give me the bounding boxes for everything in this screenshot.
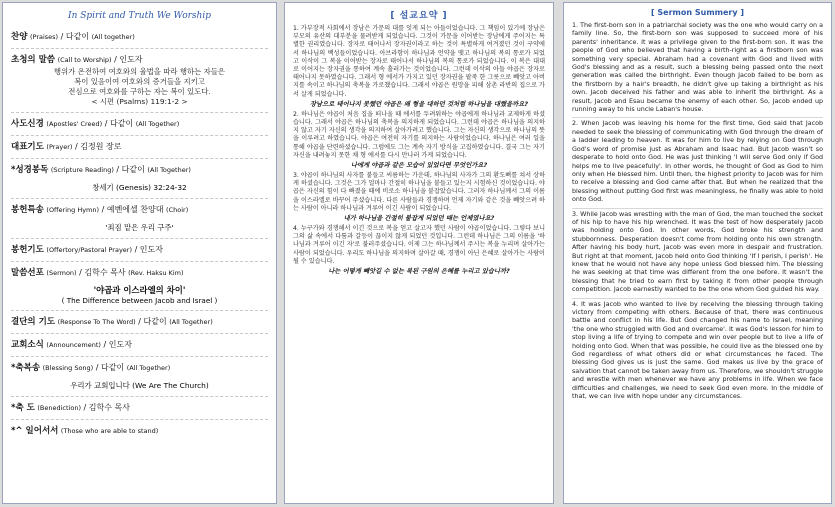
hymn-title: '죄짐 맡은 우리 구주'	[105, 223, 174, 232]
worship-title: In Spirit and Truth We Worship	[68, 11, 211, 21]
summary-para-4: 4. 누구가와 경쟁해서 이긴 것으로 복을 얻고 살고자 했던 사람이 야곱이었습니다. 그렇다 보니 그의 삶 속에서 다툼과 갈등이 끊이지 않게 되었던 것입니다. 그런데 하나님은 그의 이름을 '하나님과 겨루어 이긴 자'로 불러주셨습니다. 이제 그는 하나님께서 주시는 복을 누리며 살아가는 사람이 되었습니다. 우리도 하나님을 의지하며 살아갈 때, 경쟁이 아닌 은혜로 살아가는 사람이 될 수 있습니다.	[293, 225, 545, 265]
call-reference: < 시편 (Psalms) 119:1-2 >	[91, 97, 188, 106]
order-of-worship-panel	[2, 2, 277, 504]
english-para-1: 1. The first-born son in a patriarchal society was the one who would carry on a family line. So, the first-born son was supposed to succeed more of his parents' inheritance. It was a privilege given to the first-born son. It was the people of God who believed that having a birth-right as a firstborn son was something very special. Abraham had a covenant with God and lived with God's blessing and as a result, such a blessing being passed onto the next generation was called the birthright. Even though Jacob failed to be born as the firstborn by a hair's breadth, he didn't give up taking a birthright as his own. Jacob deceived his father and was able to inherit the birthright. As a result, Jacob and Esau became the enemy of each other. So, Jacob ended up running away to his uncle Laban's house.	[572, 22, 823, 114]
item-prayer: 대표기도 (Prayer) / 김정원 장로	[11, 142, 122, 152]
item-stand-note: *^ 일어서서 (Those who are able to stand)	[11, 426, 159, 436]
question-3: 내가 하나님을 간절히 붙잡게 되었던 때는 언제였나요?	[343, 215, 495, 223]
divider	[11, 356, 268, 357]
item-offering-hymn: 봉헌특송 (Offering Hymn) / 예벤에셀 찬양대 (Choir)	[11, 205, 189, 215]
item-sermon: 말씀선포 (Sermon) / 김학수 목사 (Rev. Haksu Kim)	[11, 268, 184, 278]
item-call-to-worship: 초청의 말씀 (Call to Worship) / 인도자	[11, 55, 143, 65]
scripture-reference: 창세기 (Genesis) 32:24-32	[92, 183, 187, 192]
item-scripture-reading: *성경봉독 (Scripture Reading) / 다같이 (All Together)	[11, 165, 191, 175]
english-summary-panel	[563, 2, 832, 504]
divider	[11, 112, 268, 113]
korean-summary-panel	[284, 2, 554, 504]
divider	[11, 238, 268, 239]
item-announcement: 교회소식 (Announcement) / 인도자	[11, 340, 132, 350]
question-1: 장남으로 태어나지 못했던 야곱은 왜 형을 대하던 것처럼 하나님을 대했을까요?	[309, 100, 529, 108]
item-blessing-song: *축복송 (Blessing Song) / 다같이 (All Together)	[11, 363, 171, 373]
divider	[11, 396, 268, 397]
summary-para-1: 1. 가부장적 사회에서 장남은 가문의 대를 잇게 되는 아들이었습니다. 그 책임이 있기에 장남은 부모의 유산의 대부분을 물려받게 되었습니다. 그것이 가문을 이어받는 장남에게 주어지는 특별한 권리였습니다. 장자로 태어나서 장자권이라고 하는 것이 특별하게 여겨졌던 것이 구약에서 하나님의 백성들이었습니다. 아브라함이 하나님과 언약을 맺고 하나님의 복의 통로가 되었고 이삭이 그 복을 이어받는 장자로 태어나서 하나님의 복의 통로가 되었습니다. 이 복은 대대로 이어지는 장자권을 통하여 계속 흘러가는 것이었습니다. 그런데 이삭의 아들 야곱은 장자로 태어나지 못하였습니다. 그래서 형 에서가 가지고 있던 장자권을 팥죽 한 그릇으로 빼앗고 아버지를 속이고 하나님의 축복을 가로챘습니다. 그래서 야곱은 원망을 피해 삼촌 라반의 집으로 가서 살게 되었습니다.	[293, 25, 545, 98]
divider	[11, 419, 268, 420]
divider	[11, 333, 268, 334]
summary-para-3: 3. 야곱이 하나님의 사자를 붙들고 씨름하는 가운데, 하나님의 사자가 그의 환도뼈를 쳐서 상하게 하셨습니다. 그것은 그가 얼마나 간절히 하나님을 붙들고 있는지 시험하신 것이었습니다. 야곱은 자신의 힘이 다 빠졌을 때에 비로소 하나님을 붙잡았습니다. 그러자 하나님께서 그의 이름을 이스라엘로 바꾸어 주셨습니다. 다른 사람들과 경쟁하며 언제 자기와 같은 것을 빼앗으려 하는 사람이 아니라 하나님과 겨루어 이긴 사람이 되었습니다.	[293, 172, 545, 212]
sermon-title: '야곱과 이스라엘의 차이'	[93, 285, 186, 295]
item-praise: 찬양 (Praises) / 다같이 (All together)	[11, 32, 135, 42]
item-creed: 사도신경 (Apostles' Creed) / 다같이 (All Together)	[11, 119, 180, 129]
call-line-2: 복이 있음이여 여호와의 증거들을 지키고	[74, 77, 205, 86]
divider	[11, 158, 268, 159]
item-offertory-prayer: 봉헌기도 (Offertory/Pastoral Prayer) / 인도자	[11, 245, 163, 255]
english-para-4: 4. It was Jacob who wanted to live by receiving the blessing through taking victory from competing with others. Because of that, there was continuous battle and conflict in his life. But God changed his name to Israel, meaning 'the one who struggled with God and overcame'. It was God's lesson for him to stop living a life of trying to compete and win over people but to live a life of holding onto God. When that was possible, he could live as the blessed one by God regardless of what others did or what circumstances he faced. The blessing God gives us is just the same. God makes us live by the grace of salvation that cannot be taken away from us. Therefore, we shouldn't struggle and wrestle with men whenever we have any problems in life. When we face difficulties and challenges, we need to seek God even more. In the middle of that, we can live with hope under any circumstances.	[572, 298, 823, 402]
english-summary-title: [ Sermon Summery ]	[650, 8, 745, 17]
divider	[11, 310, 268, 311]
english-para-3: 3. While Jacob was wrestling with the man of God, the man touched the socket of his hip to have his hip wrenched. It was the test of how desperately Jacob was holding onto God. In other words, God broke his strength and stubbornness. Desperation doesn't come from holding onto his own strength. After having his body hurt, Jacob was even more in despair and frustration. But right at that moment, Jacob held onto God thinking 'If I perish, I perish'. He knew that he would not have any hope unless God blessed him. The blessing he was seeking at that time was different from the one before. It wasn't the blessing that he tried to earn first by taking it from other people through competition. Jacob earnestly wanted to be the one whom God guided his way.	[572, 208, 823, 295]
call-line-1: 행위가 온전하여 여호와의 율법을 따라 행하는 자들은	[53, 67, 226, 76]
summary-para-2: 2. 하나님은 야곱이 처음 집을 떠나올 때 에서를 두려워하는 야곱에게 하나님과 교제하게 하셨습니다. 그래서 야곱은 하나님의 축복을 의지하게 되었습니다. 그런데 야곱은 하나님을 의지하지 않고 자기 자신의 생각을 의지하여 살아가려고 했습니다. 그는 자신의 생각으로 하나님의 뜻을 이루려고 하였습니다. 야곱은 여전히 자기를 의지하는 사람이었습니다. 하나님은 여러 일을 통해 야곱을 단련하셨습니다. 그럼에도 그는 계속 자기 방식을 고집하였습니다. 결국 그는 자기 자신을 내려놓지 못한 채 형 에서를 다시 만나러 가게 되었습니다.	[293, 110, 545, 159]
divider	[11, 261, 268, 262]
sermon-subtitle: ( The Difference between Jacob and Israel )	[61, 296, 218, 305]
item-response: 결단의 기도 (Response To The Word) / 다같이 (All Together)	[11, 317, 213, 327]
divider	[11, 135, 268, 136]
item-benediction: *축 도 (Benediction) / 김학수 목사	[11, 403, 130, 413]
closing-song: 우리가 교회입니다 (We Are The Church)	[70, 381, 209, 390]
question-2: 나에게 야곱과 같은 모습이 있었다면 무엇인가요?	[350, 162, 488, 170]
divider	[11, 198, 268, 199]
call-line-3: 전심으로 여호와를 구하는 자는 복이 있도다.	[68, 87, 211, 96]
divider	[11, 48, 268, 49]
korean-summary-title: [ 설교요약 ]	[390, 11, 448, 21]
english-para-2: 2. When Jacob was leaving his home for the first time, God said that Jacob needed to seek the blessing of communicating with God through the dream of a ladder leading to heaven. It was for him to live by relying on God through God's word of promise just as Abraham and Isaac had. But Jacob wasn't so desperate to hold onto God. He was just thinking 'I will serve God only if God helps me to live peacefully'. In other words, he thought of God as God to him only when He blessed him. Until then, the highest priority to Jacob was for him to receive a blessing and God came after that. But when he realized that the blessing without putting God first was meaningless, he finally was able to hold onto God.	[572, 117, 823, 204]
question-4: 나는 어떻게 빼앗길 수 없는 복된 구원의 은혜를 누리고 있습니까?	[328, 268, 510, 276]
